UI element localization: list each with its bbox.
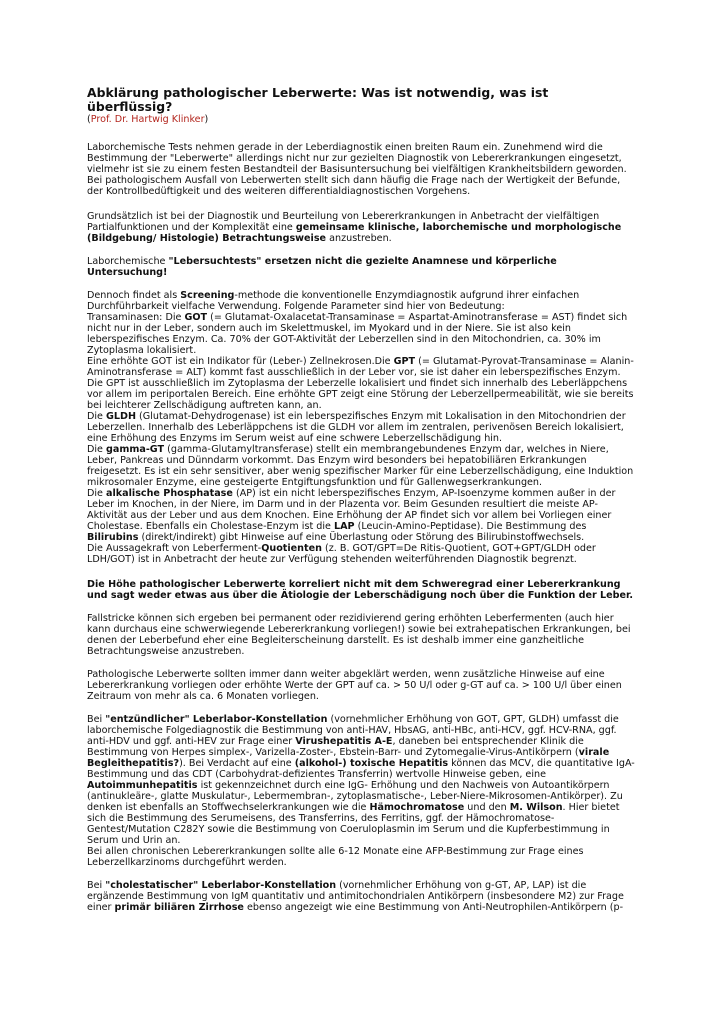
bold-text: Autoimmunhepatitis [87,780,198,791]
text-run: (z. B. GOT/GPT=De Ritis-Quotient, GOT+GPT/GLDH oder LDH/GOT) ist in Anbetracht der heute zur Verfügung stehenden weiterführenden Diagnostik begrenzt. [87,543,596,565]
text-run: können das MCV, die quantitative IgA-Bestimmung und das CDT (Carbohydrat-defizientes Transferrin) wertvolle Hinweise geben, eine [87,758,635,780]
article-body [87,142,637,913]
bold-text: M. Wilson [509,802,563,813]
bold-text: Screening [180,290,235,301]
text-run: Eine erhöhte GOT ist ein Indikator für (Leber-) Zellnekrosen.Die [87,356,394,367]
bold-text: primär biliären Zirrhose [114,902,244,913]
paragraph [87,579,637,601]
text-run: (gamma-Glutamyltransferase) stellt ein membrangebundenes Enzym dar, welches in Niere, Leber, Pankreas und Dünndarm vorkommt. Das Enzym wird besonders bei hepatobiliären Erkrankungen freigesetzt. Es ist ein sehr sensitiver, aber wenig spezifischer Marker für eine Leberzellschädigung, eine Induktion mikrosomaler Enzyme, eine gesteigerte Entgiftungsfunktion und für Gallenwegserkrankungen. [87,444,634,488]
text-run: Bei [87,880,106,891]
text-run: (vornehmlicher Erhöhung von GOT, GPT, GLDH) umfasst die laborchemische Folgediagnostik die Bestimmung von anti-HAV, HbsAG, anti-HBc, anti-HCV, ggf. HCV-RNA, ggf. anti-HDV und ggf. anti-HEV zur Frage einer [87,714,619,747]
text-run: (Glutamat-Dehydrogenase) ist ein leberspezifisches Enzym mit Lokalisation in den Mitochondrien der Leberzellen. Innerhalb des Leberläppchens ist die GLDH vor allem im zentralen, perivenösen Bereich lokalisiert, eine Erhöhung des Enzyms im Serum weist auf eine schwere Leberzellschädigung hin. [87,411,626,444]
text-run: (AP) ist ein nicht leberspezifisches Enzym, AP-Isoenzyme kommen außer in der Leber im Knochen, in der Niere, im Darm und in der Plazenta vor. Beim Gesunden resultiert die meiste AP-Aktivität aus der Leber und aus dem Knochen. Eine Erhöhung der AP findet sich vor allem bei Vorliegen einer Cholestase. Ebenfalls ein Cholestase-Enzym ist die [87,488,616,532]
text-run: Fallstricke können sich ergeben bei permanent oder rezidivierend gering erhöhten Leberfermenten (auch hier kann durchaus eine schwerwiegende Lebererkrankung vorliegen!) sowie bei extrahepatischen Erkrankungen, bei denen der Leberbefund eher eine Begleiterscheinung darstellt. Es ist deshalb immer eine ganzheitliche Betrachtungsweise anzustreben. [87,613,631,657]
bold-text: "cholestatischer" Leberlabor-Konstellation [105,880,337,891]
text-run: Die [87,411,107,422]
bold-text: Bilirubins [87,532,139,543]
text-run: Laborchemische Tests nehmen gerade in der Leberdiagnostik einen breiten Raum ein. Zunehmend wird die Bestimmung der "Leberwerte" allerdings nicht nur zur gezielten Diagnostik von Lebererkrankungen eingesetzt, vielmehr ist sie zu einem festen Bestandteil der Basisuntersuchung bei vielfältigen Krankheitsbildern geworden. Bei pathologischem Ausfall von Leberwerten stellt sich dann häufig die Frage nach der Wertigkeit der Befunde, der Kontrollbedüftigkeit und des weiteren differentialdiagnostischen Vorgehens. [87,142,627,197]
paragraph [87,142,637,197]
bold-text: Virushepatitis A-E [295,736,393,747]
text-run: Transaminasen: Die [87,312,185,323]
paragraph [87,669,637,702]
author-name[interactable]: Prof. Dr. Hartwig Klinker [90,114,205,125]
paragraph [87,290,637,565]
paragraph [87,613,637,657]
author-paren-close: ) [204,114,209,125]
bold-text: GPT [393,356,416,367]
text-run: ebenso angezeigt wie eine Bestimmung von Anti-Neutrophilen-Antikörpern (p- [243,902,624,913]
text-run: Bei [87,714,106,725]
text-run: (direkt/indirekt) gibt Hinweise auf eine Überlastung oder Störung des Bilirubinstoffwechsels. [138,532,585,543]
text-run: , daneben bei entsprechender Klinik die Bestimmung von Herpes simplex-, Varizella-Zoster-, Ebstein-Barr- und Zytomegalie-Virus-Antikörpern ( [87,736,584,758]
text-run: Die Aussagekraft von Leberferment- [87,543,262,554]
bold-text: (alkohol-) toxische Hepatitis [294,758,449,769]
page-title: Abklärung pathologischer Leberwerte: Was ist notwendig, was ist überflüssig? [87,85,549,114]
bold-text: GOT [184,312,208,323]
text-run: . Hier bietet sich die Bestimmung des Serumeisens, des Transferrins, des Ferritins, ggf. der Hämochromatose-Gentest/Mutation C282Y sowie die Bestimmung von Coeruloplasmin im Serum und die Kupferbestimmung in Serum und Urin an. [87,802,620,846]
text-run: (vornehmlicher Erhöhung von g-GT, AP, LAP) ist die ergänzende Bestimmung von IgM quantitativ und antimitochondrialen Antikörpern (insbesondere M2) zur Frage einer [87,880,624,913]
bold-text: Quotienten [261,543,322,554]
document-page [87,86,637,925]
bold-text: "Lebersuchtests" ersetzen nicht die gezielte Anamnese und körperliche Untersuchung! [87,256,557,278]
text-run: ist gekennzeichnet durch eine IgG- Erhöhung und den Nachweis von Autoantikörpern (antinukleäre-, glatte Muskulatur-, Lebermembran-, zytoplasmatische-, Leber-Niere-Mikrosomen-Antikörper). Zu denken ist ebenfalls an Stoffwechselerkrankungen wie die [87,780,623,813]
author-paren-open: ( [87,114,91,125]
text-run: Grundsätzlich ist bei der Diagnostik und Beurteilung von Lebererkrankungen in Anbetracht der vielfältigen Partialfunktionen und der Komplexität eine [87,211,600,233]
text-run: (= Glutamat-Oxalacetat-Transaminase = Aspartat-Aminotransferase = AST) findet sich nicht nur in der Leber, sondern auch im Skelettmuskel, im Myokard und in der Niere. Sie ist also kein leberspezifisches Enzym. Ca. 70% der GOT-Aktivität der Leberzellen sind in den Mitochondrien, ca. 30% im Zytoplasma lokalisiert. [87,312,628,356]
bold-text: LAP [333,521,355,532]
bold-text: gemeinsame klinische, laborchemische und morphologische (Bildgebung/ Histologie) Betrachtungsweise [87,222,622,244]
bold-text: virale Begleithepatitis? [87,747,610,769]
paragraph [87,211,637,244]
bold-text: GLDH [106,411,136,422]
paragraph [87,880,637,913]
text-run: Pathologische Leberwerte sollten immer dann weiter abgeklärt werden, wenn zusätzliche Hinweise auf eine Lebererkrankung vorliegen oder erhöhte Werte der GPT auf ca. > 50 U/l oder g-GT auf ca. > 100 U/l über einen Zeitraum von mehr als ca. 6 Monaten vorliegen. [87,669,622,702]
text-run: Dennoch findet als [87,290,181,301]
text-run: (Leucin-Amino-Peptidase). Die Bestimmung des [354,521,587,532]
text-run: Bei allen chronischen Lebererkrankungen sollte alle 6-12 Monate eine AFP-Bestimmung zur Frage eines Leberzellkarzinoms durchgeführt werden. [87,846,584,868]
text-run: ). Bei Verdacht auf eine [179,758,295,769]
paragraph [87,256,637,278]
paragraph [87,714,637,868]
bold-text: gamma-GT [106,444,165,455]
bold-text: alkalische Phosphatase [106,488,233,499]
text-run: Laborchemische [87,256,169,267]
bold-text: Hämochromatose [369,802,465,813]
text-run: und den [464,802,510,813]
text-run: Die [87,488,107,499]
text-run: Die [87,444,107,455]
bold-text: Die Höhe pathologischer Leberwerte korreliert nicht mit dem Schweregrad einer Lebererkrankung und sagt weder etwas aus über die Ätiologie der Leberschädigung noch über die Funktion der Leber. [87,579,634,601]
author-line [87,114,637,125]
text-run: (= Glutamat-Pyrovat-Transaminase = Alanin-Aminotransferase = ALT) kommt fast ausschließlich in der Leber vor, sie ist daher ein leberspezifisches Enzym. Die GPT ist ausschließlich im Zytoplasma der Leberzelle lokalisiert und findet sich innerhalb des Leberläppchens vor allem im periportalen Bereich. Eine erhöhte GPT zeigt eine Störung der Leberzellpermeabilität, wie sie bereits bei leichterer Zellschädigung auftreten kann, an. [87,356,634,411]
bold-text: "entzündlicher" Leberlabor-Konstellation [105,714,328,725]
text-run: anzustreben. [326,233,392,244]
text-run: -methode die konventionelle Enzymdiagnostik aufgrund ihrer einfachen Durchführbarkeit vielfache Verwendung. Folgende Parameter sind hier von Bedeutung: [87,290,580,312]
